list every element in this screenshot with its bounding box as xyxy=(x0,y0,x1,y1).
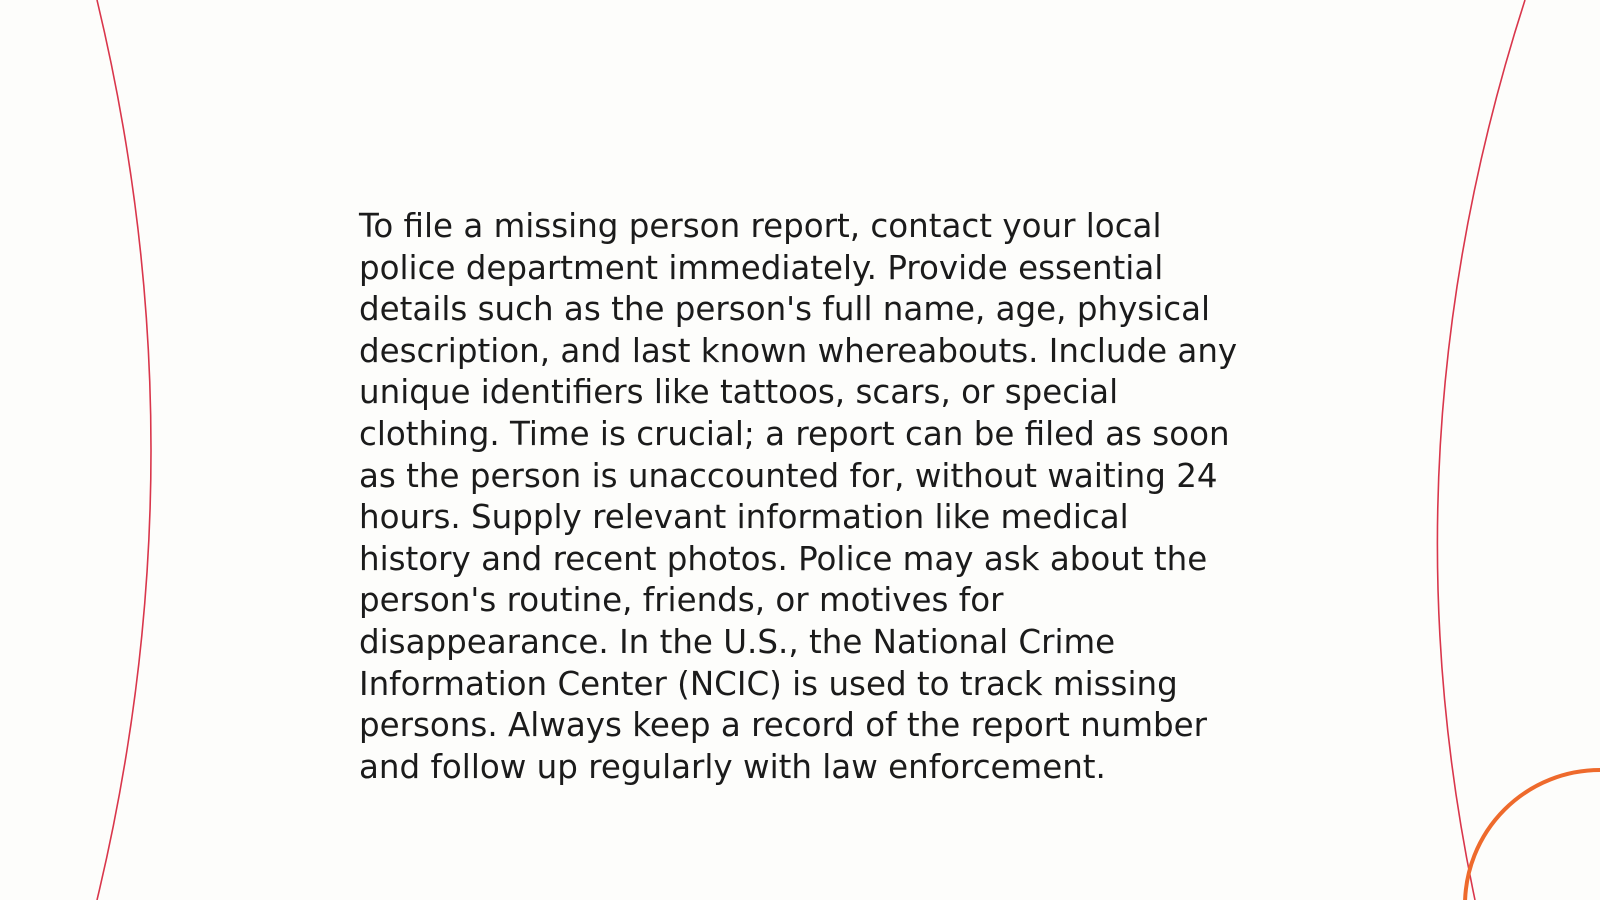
body-line: Information Center (NCIC) is used to track missing xyxy=(359,664,1178,703)
body-line: person's routine, friends, or motives for xyxy=(359,581,1004,620)
body-line: and follow up regularly with law enforcement. xyxy=(359,747,1106,786)
body-line: clothing. Time is crucial; a report can be filed as soon xyxy=(359,414,1230,453)
body-line: history and recent photos. Police may ask about the xyxy=(359,539,1208,578)
body-line: as the person is unaccounted for, without waiting 24 xyxy=(359,456,1218,495)
body-paragraph xyxy=(359,206,1259,788)
left-arc-line xyxy=(97,0,151,900)
body-line: persons. Always keep a record of the report number xyxy=(359,706,1208,745)
body-line: description, and last known whereabouts. Include any xyxy=(359,331,1238,370)
orange-ring xyxy=(1465,770,1600,900)
body-line: hours. Supply relevant information like medical xyxy=(359,498,1129,537)
body-line: details such as the person's full name, age, physical xyxy=(359,290,1211,329)
body-line: To file a missing person report, contact your local xyxy=(359,207,1162,245)
body-line: police department immediately. Provide essential xyxy=(359,248,1164,287)
body-line: unique identifiers like tattoos, scars, or special xyxy=(359,373,1119,412)
body-line: disappearance. In the U.S., the National Crime xyxy=(359,622,1116,661)
right-arc-line xyxy=(1437,0,1525,900)
